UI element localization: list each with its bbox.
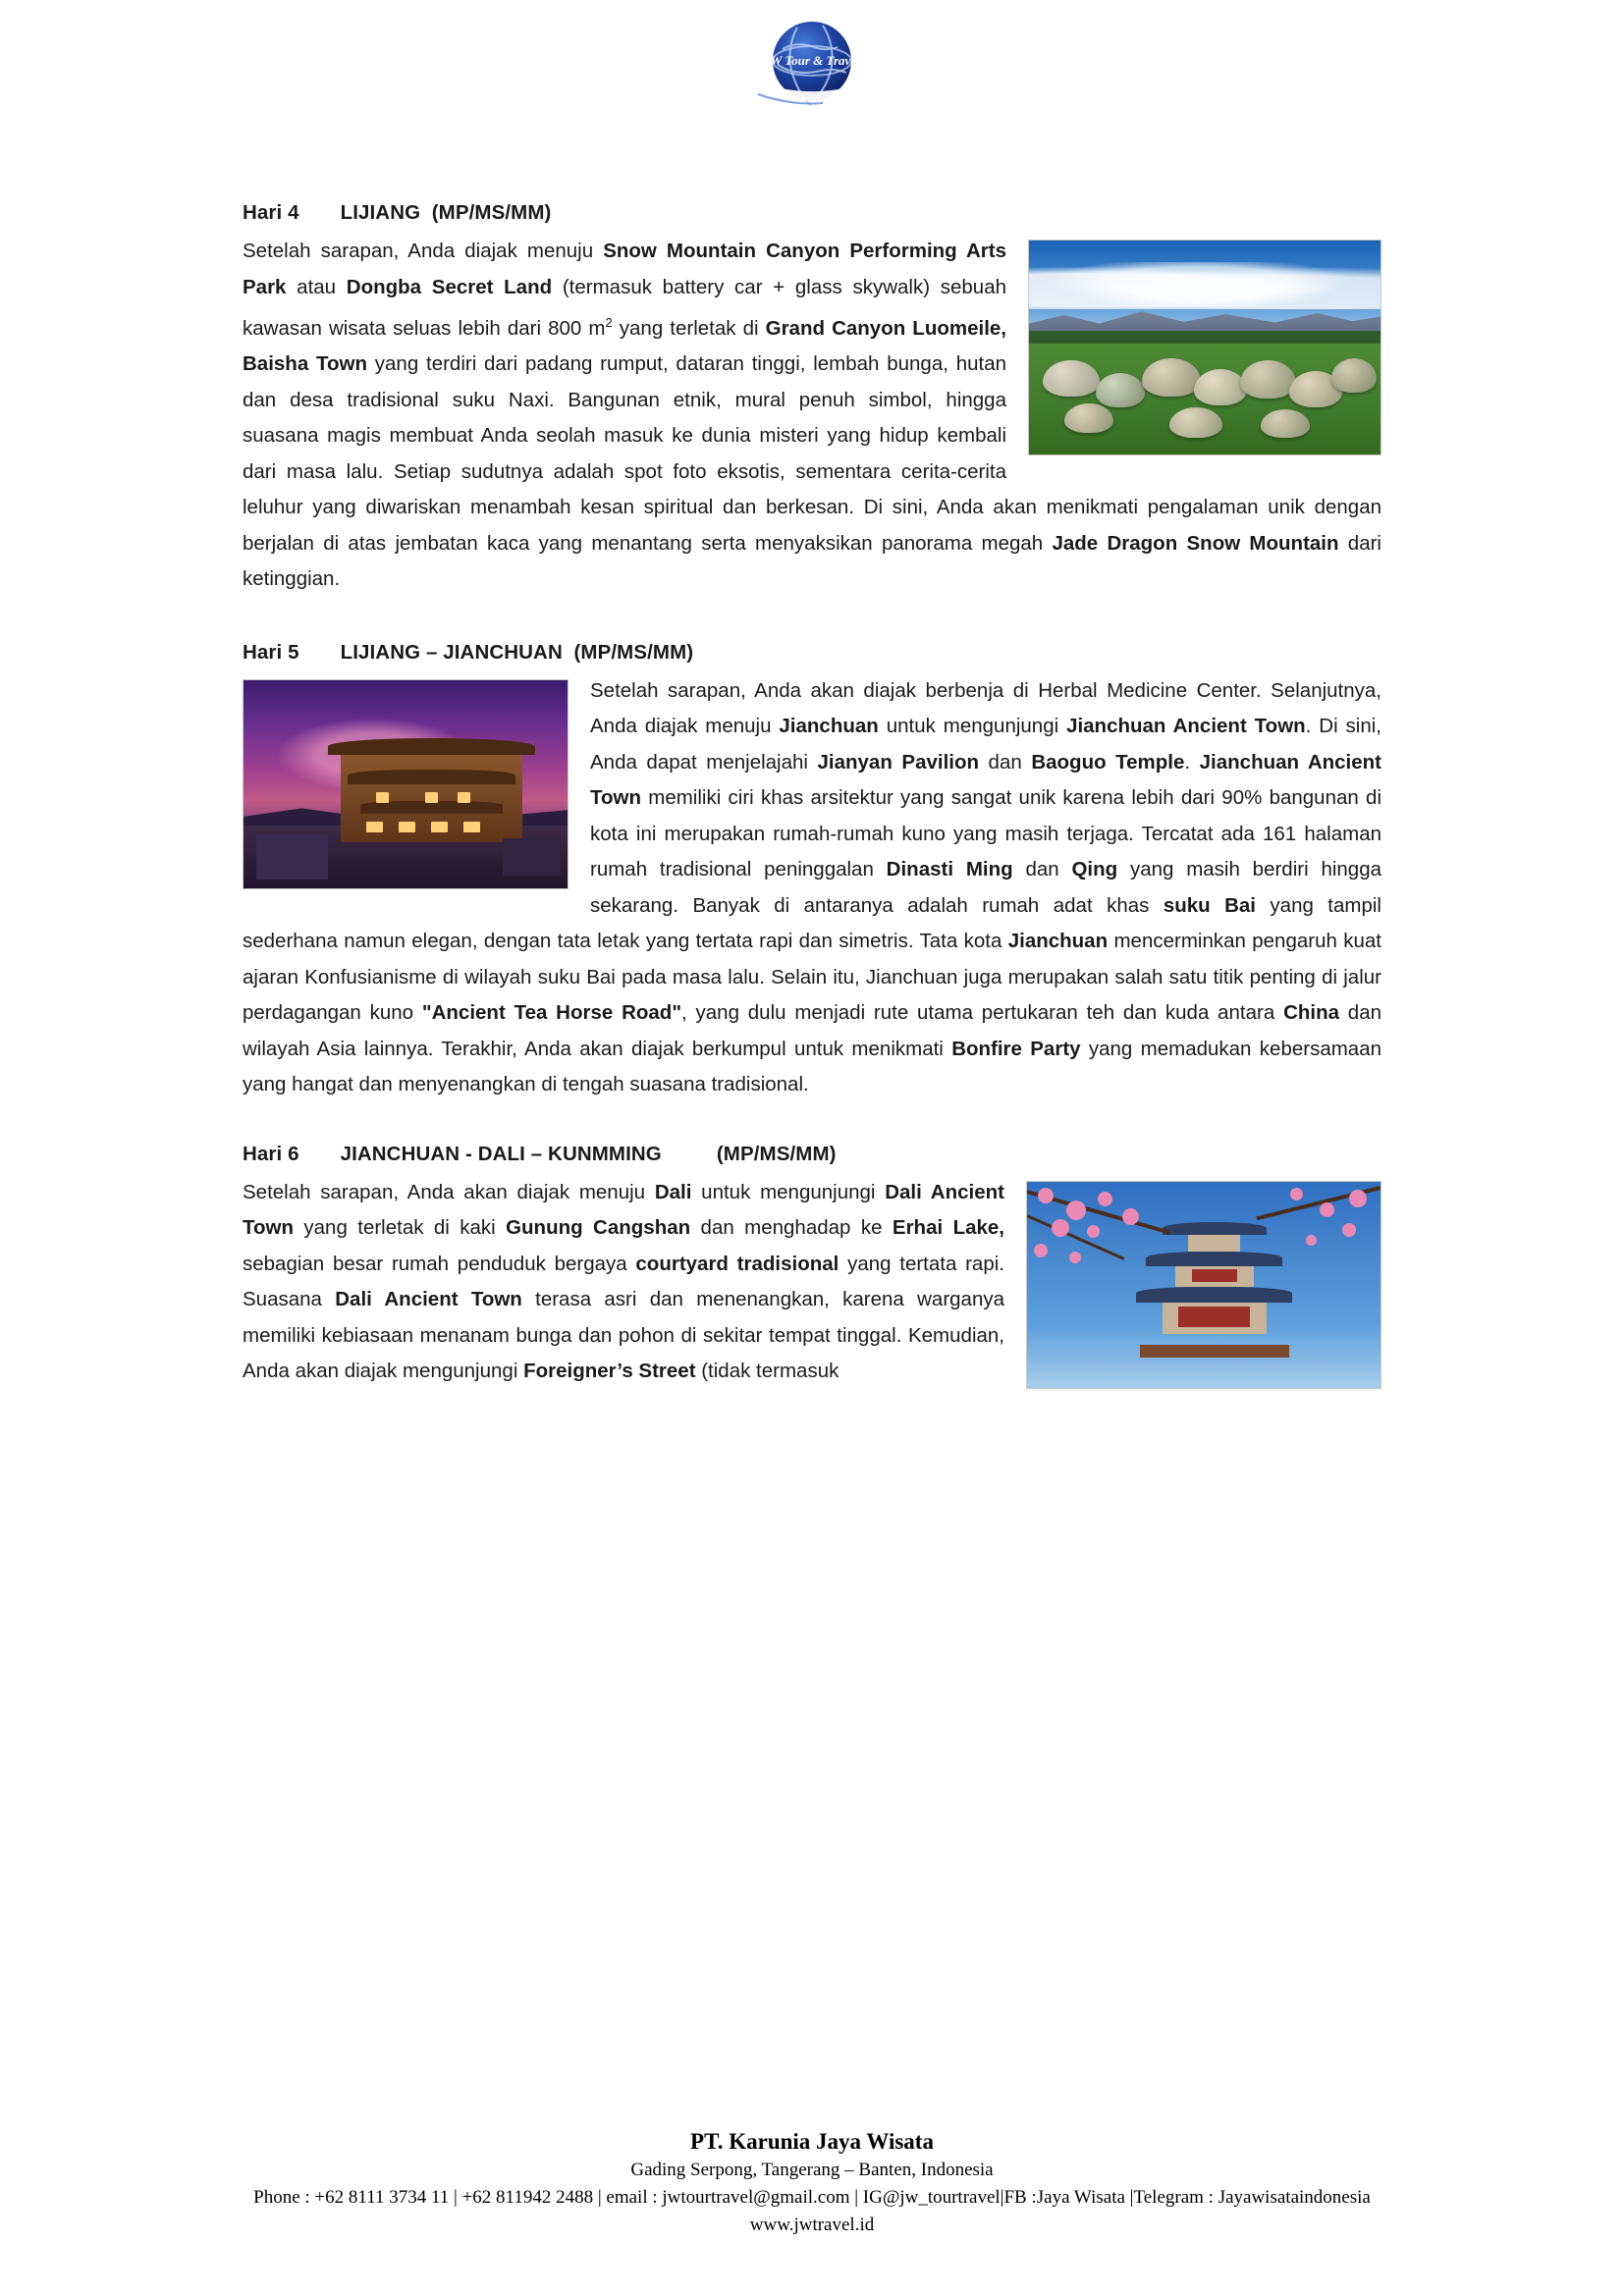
- footer-address: Gading Serpong, Tangerang – Banten, Indonesia: [630, 2160, 994, 2180]
- footer-website: www.jwtravel.id: [749, 2215, 875, 2235]
- day-6-title: JIANCHUAN - DALI – KUNMMING: [340, 1142, 662, 1165]
- day-4-paragraph: Setelah sarapan, Anda diajak menuju Snow Mountain Canyon Performing Arts Park atau Dongba Secret Land (termasuk battery car + glass skywalk) sebuah kawasan wisata seluas lebih dari 800 $m^2$ yang terletak di Grand Canyon Luomeile, Baisha Town yang terdiri dari padang rumput, dataran tinggi, lembah bunga, hutan dan desa tradisional suku Naxi. Bangunan etnik, mural penuh simbol, hingga suasana magis membuat Anda seolah masuk ke dunia misteri yang hidup kembali dari masa lalu. Setiap sudutnya adalah spot foto eksotis, sementara cerita-cerita leluhur yang diwariskan menambah kesan spiritual dan berkesan. Di sini, Anda akan menikmati pengalaman unik dengan berjalan di atas jembatan kaca yang menantang serta menyaksikan panorama megah Jade Dragon Snow Mountain dari ketinggian.: [243, 240, 1381, 591]
- day-5-paragraph: Setelah sarapan, Anda akan diajak berbenja di Herbal Medicine Center. Selanjutnya, Anda diajak menuju Jianchuan untuk mengunjungi Jianchuan Ancient Town. Di sini, Anda dapat menjelajahi Jianyan Pavilion dan Baoguo Temple. Jianchuan Ancient Town memiliki ciri khas arsitektur yang sangat unik karena lebih dari 90% bangunan di kota ini merupakan rumah-rumah kuno yang masih terjaga. Tercatat ada 161 halaman rumah tradisional peninggalan Dinasti Ming dan Qing yang masih berdiri hingga sekarang. Banyak di antaranya adalah rumah adat khas suku Bai yang tampil sederhana namun elegan, dengan tata letak yang tertata rapi dan simetris. Tata kota Jianchuan mencerminkan pengaruh kuat ajaran Konfusianisme di wilayah suku Bai pada masa lalu. Selain itu, Jianchuan juga merupakan salah satu titik penting di jalur perdagangan kuno "Ancient Tea Horse Road", yang dulu menjadi rute utama pertukaran teh dan kuda antara China dan wilayah Asia lainnya. Terakhir, Anda akan diajak berkumpul untuk menikmati Bonfire Party yang memadukan kebersamaan yang hangat dan menyenangkan di tengah suasana tradisional.: [243, 678, 1382, 1096]
- day-6-label: Hari 6: [243, 1142, 299, 1165]
- jianchuan-ancient-town-photo: [243, 679, 568, 889]
- day-5-title: LIJIANG – JIANCHUAN: [340, 640, 563, 664]
- document-body: [243, 201, 1381, 1393]
- company-logo: [0, 14, 1624, 130]
- footer-company-name: PT. Karunia Jaya Wisata: [690, 2129, 934, 2154]
- day-4-meals: (MP/MS/MM): [431, 201, 552, 224]
- day-4-heading: [243, 201, 1381, 225]
- day-4-title: LIJIANG: [340, 201, 421, 224]
- day-6-meals: (MP/MS/MM): [716, 1142, 837, 1165]
- snow-mountain-canyon-photo: [1028, 240, 1381, 455]
- footer-contact: Phone : +62 8111 3734 11 | +62 811942 2488 | email : jwtourtravel@gmail.com | IG@jw_tourtravel|FB :Jaya Wisata |Telegram : Jayawisataindonesia: [253, 2187, 1371, 2208]
- day-6-heading: [243, 1143, 1381, 1166]
- day-5-label: Hari 5: [243, 640, 299, 664]
- jw-tour-travel-logo-icon: [729, 14, 895, 130]
- day-5-heading: [243, 641, 1381, 665]
- svg-text:JW Tour & Travel: JW Tour & Travel: [764, 53, 860, 68]
- day-5-meals: (MP/MS/MM): [573, 640, 694, 664]
- page-footer: [0, 2127, 1624, 2239]
- dali-ancient-town-photo: [1026, 1181, 1381, 1389]
- day-6-paragraph: Setelah sarapan, Anda akan diajak menuju Dali untuk mengunjungi Dali Ancient Town yang terletak di kaki Gunung Cangshan dan menghadap ke Erhai Lake, sebagian besar rumah penduduk bergaya courtyard tradisional yang tertata rapi. Suasana Dali Ancient Town terasa asri dan menenangkan, karena warganya memiliki kebiasaan menanam bunga dan pohon di sekitar tempat tinggal. Kemudian, Anda akan diajak mengunjungi Foreigner’s Street (tidak termasuk: [243, 1180, 1004, 1383]
- day-4-label: Hari 4: [243, 201, 299, 224]
